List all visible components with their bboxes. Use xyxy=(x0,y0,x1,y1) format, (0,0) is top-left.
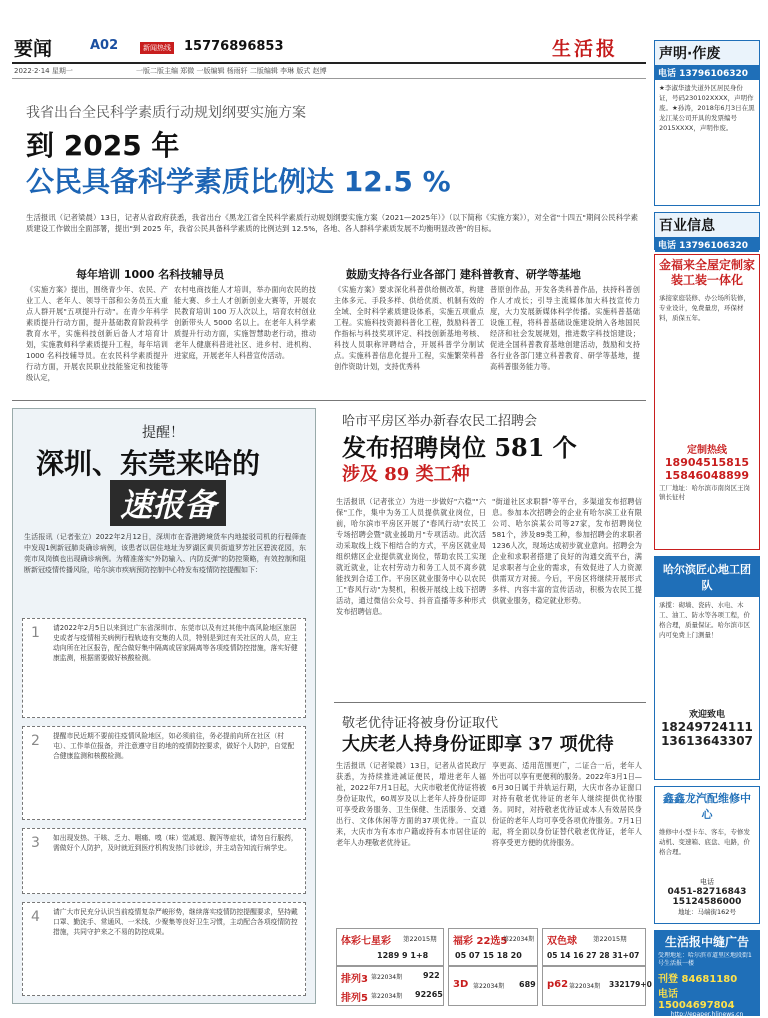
lottery-name: p62 xyxy=(547,979,569,990)
renovation-team-text: 承揽：砌墙、瓷砖、水电、木工、油工、防水等各项工程，价格合理，质量保证。哈尔滨市区内可免费上门测量！ xyxy=(659,601,750,639)
notice-item xyxy=(22,726,306,820)
classified-phone-1: 84681180 xyxy=(681,974,738,985)
lead-left-col1: 《实施方案》提出，围绕青少年、农民、产业工人、老年人、领导干部和公务员五大重点人群开展"五项提升行动"。在青少年科学素质提升行动方面，提升基础教育阶段科学教育水平，实施科技创新后备人才培育计划，实施教师科学素质提升工程，每年培训 1000 名科技辅导员。在农民科学素质提升行动方面，开展农民职业技能鉴定和技能等级认定， xyxy=(26,285,168,382)
home-decor-hotline-label: 定制热线 xyxy=(687,445,727,456)
lead-headline-1: 到 2025 年 xyxy=(26,129,180,162)
lottery-name: 排列5 xyxy=(341,993,368,1004)
notice-kicker: 提醒！ xyxy=(142,425,184,441)
newspaper-logo: 生活报 xyxy=(552,38,619,60)
lottery-numbers: 332179+0 xyxy=(609,980,652,989)
notice-item xyxy=(22,618,306,718)
auto-repair-phone-label: 电话 xyxy=(700,878,714,886)
lead-intro: 生活报讯（记者梁晨）13日，记者从省政府获悉，我省出台《黑龙江省全民科学素质行动规划纲要实施方案（2021—2025年）》（以下简称《实施方案》），对全省"十四五"期间公民科学素质建设工作做出全面部署，提出"到 2025 年，我省公民具备科学素质的比例达到 12.5%，各地、各人群科学素质发展不均衡明显改善"的目标。 xyxy=(26,213,638,233)
header-divider xyxy=(12,62,646,64)
renovation-phone-2: 13613643307 xyxy=(661,734,753,748)
job-subheadline: 涉及 89 类工种 xyxy=(342,464,470,485)
business-info-block xyxy=(654,212,760,250)
lottery-numbers: 05 07 15 18 20 xyxy=(455,951,522,960)
lottery-numbers: 922 xyxy=(423,971,440,980)
issue-date: 2022·2·14 星期一 xyxy=(14,67,73,75)
lottery-box xyxy=(448,966,538,1006)
lottery-numbers: 1289 9 1+8 xyxy=(377,951,429,960)
section-title: 要闻 xyxy=(14,38,53,60)
notice-item-text: 提醒市民近期不要前往疫情风险地区，如必须前往，务必提前向所在社区（村屯）、工作单位报备，并注意遵守目的地的疫情防控要求，做好个人防护，自觉配合健康监测和核酸检测。 xyxy=(53,732,295,760)
renovation-team-ad xyxy=(654,556,760,780)
notice-item xyxy=(22,828,306,894)
renovation-welcome: 欢迎致电 xyxy=(688,710,725,720)
notice-item-text: 如出现发热、干咳、乏力、咽痛、嗅（味）觉减退、腹泻等症状，请勿自行服药，需做好个人防护，及时就近到医疗机构发热门诊就诊，并主动告知流行病学史。 xyxy=(53,834,298,852)
job-kicker: 哈市平房区举办新春农民工招聘会 xyxy=(342,414,538,429)
notice-ads-text: ★李淑华遗失道外区居民身份证，号码230102XXXX，声明作废。★孙涛，2018年6月3日在黑龙江某公司开具的发票编号2015XXXX，声明作废。 xyxy=(659,84,755,132)
notice-item-text: 请广大市民充分认识当前疫情复杂严峻形势，继续落实疫情防控提醒要求，坚持戴口罩、勤洗手、常通风、一米线、少聚集等良好卫生习惯，主动配合各项疫情防控措施，共同守护来之不易的防控成果。 xyxy=(53,908,298,936)
page-code: A02 xyxy=(90,38,119,53)
lottery-box xyxy=(448,928,538,966)
lottery-issue: 第22034期 xyxy=(371,993,403,1000)
lottery-box xyxy=(336,966,444,1006)
lead-left-col2: 农村电商技能人才培训，举办面向农民的技能大赛、乡土人才创新创业大赛等，开展农民教育培训 100 万人次以上，培育农村创业创新带头人 5000 名以上。在老年人科学素质提升行动方面，实施智慧助老行动，推动老年人健康科普进社区、进乡村、进机构、进家庭，开展老年人科普宣传活动。 xyxy=(174,285,316,360)
notice-item-text: 请2022年2月5日以来到过广东省深圳市、东莞市以及有过其他中高风险地区旅居史或者与疫情相关病例行程轨迹有交集的人员，特别是到过有关社区的人员，应主动向所在社区报告，配合做好集中隔离或居家隔离等各项疫情防控措施，落实好健康监测，根据需要做好核酸检测。 xyxy=(53,624,298,662)
classified-website: http://epaper.hljnews.cn xyxy=(670,1011,744,1018)
home-decor-ad-text: 承接家庭装修、办公场所装修，专业设计，免费量房，环保材料，质保五年。 xyxy=(659,294,750,322)
job-col1: 生活报讯（记者张立）为进一步做好"六稳""六保"工作，集中为务工人员提供就业岗位，日前，哈尔滨市平房区开展了"春风行动"农民工专场招聘会暨"就业援助月"专项活动。此次活动采取线上线下相结合的方式，平房区就业局组织辖区企业提供就业岗位，帮助农民工实现就近就业，让农村劳动力和务工人员不离乡就能找到合适工作。平房区就业服务中心以农民工"春风行动"为契机，积极开展线上线下招聘活动，通过微信公众号、抖音直播等多种形式发布招聘信息。 xyxy=(336,497,486,616)
home-decor-ad xyxy=(654,254,760,550)
lottery-issue: 第22015期 xyxy=(403,935,437,943)
notice-item-number: 4 xyxy=(31,909,40,925)
notice-ads-block xyxy=(654,40,760,206)
notice-item-number: 2 xyxy=(31,733,40,749)
notice-item-number: 1 xyxy=(31,625,40,641)
home-decor-phone-2: 15846048899 xyxy=(664,469,750,482)
lottery-name: 福彩 22选5 xyxy=(453,936,508,947)
business-info-phone: 电话 13796106320 xyxy=(655,237,759,252)
lottery-issue: 第22034期 xyxy=(569,983,601,990)
classified-ad-text: 受理地址：哈尔滨市道里区地段街1号生活报一楼 xyxy=(658,952,752,967)
lottery-numbers: 05 14 16 27 28 31+07 xyxy=(547,951,640,960)
lottery-box xyxy=(542,928,646,966)
classified-ad-block xyxy=(654,930,760,1016)
auto-repair-ad xyxy=(654,786,760,924)
auto-repair-address: 地址：马端街162号 xyxy=(678,908,736,916)
cert-col1: 生活报讯（记者梁晨）13日，记者从省民政厅获悉，为持续推进减证便民，增进老年人福祉，2022年7月1日起，大庆市敬老优待证将被身份证取代，60周岁及以上老年人持身份证即可享受政务服务、卫生保健、生活服务、交通出行、文体休闲等方面的37项优待。一直以来，大庆市为有本市户籍或持有本市居住证的老年人办理敬老优待证。 xyxy=(336,761,486,847)
home-decor-phone-1: 18904515815 xyxy=(664,456,750,469)
lottery-name: 双色球 xyxy=(547,936,577,947)
cert-headline: 大庆老人持身份证即享 37 项优待 xyxy=(342,734,614,755)
lottery-name: 3D xyxy=(453,979,469,990)
lottery-name: 体彩七星彩 xyxy=(341,936,391,947)
job-headline: 发布招聘岗位 581 个 xyxy=(342,433,577,462)
article-divider xyxy=(334,702,646,703)
lottery-name: 排列3 xyxy=(341,974,368,985)
renovation-phone-1: 18249724111 xyxy=(661,720,753,734)
notice-intro: 生活报讯（记者张立）2022年2月12日，深圳市在香港跨境货车内地接驳司机的行程筛查中发现1例新冠肺炎确诊病例，该患者以居住地址为罗湖区黄贝街道罗芳社区碧波花园，东莞市凤岗镇也出现确诊病例。为精准落实"外防输入、内防反弹"的防控策略，有效控制和阻断新冠疫情传播风险，哈尔滨市疾病预防控制中心特发布疫情防控提醒如下： xyxy=(24,533,306,574)
business-info-title: 百业信息 xyxy=(655,213,759,237)
classified-phone-2: 15004697804 xyxy=(658,1000,735,1011)
renovation-team-title: 哈尔滨匠心地工团队 xyxy=(655,557,759,597)
lottery-numbers: 689 xyxy=(519,980,536,989)
lottery-issue: 第22034期 xyxy=(503,936,535,943)
hotline-number: 15776896853 xyxy=(184,39,284,54)
lead-left-subhead: 每年培训 1000 名科技辅导员 xyxy=(76,268,225,281)
lead-right-col1: 《实施方案》要求深化科普供给侧改革，构建主体多元、手段多样、供给优质、机制有效的全域、全时科学素质建设体系，实施五项重点工程。实施科技资源科普化工程，鼓励科普工作指标与科技奖项评定、科技创新基地考核、科技人员职称评聘结合，开展科普学分制试点。实施科普信息化提升工程，实施繁荣科普创作资助计划，支持优秀科 xyxy=(334,285,484,371)
auto-repair-text: 维修中小型卡车、客车，专修发动机、变速箱、底盘、电路，价格合理。 xyxy=(659,828,750,856)
lead-kicker: 我省出台全民科学素质行动规划纲要实施方案 xyxy=(26,105,306,121)
lottery-box xyxy=(542,966,652,1006)
lead-right-col2: 普原创作品，开发各类科普作品，扶持科普创作人才成长；引导主流媒体加大科技宣传力度，大力发展新媒体科学传播。实施科普基础设施工程，将科普基础设施建设纳入各地国民经济和社会发展规划，推进数字科技馆建设；促进全国科普教育基地创建活动，鼓励和支持各行业各部门建立科普教育、研学等基地，提高科普服务能力等。 xyxy=(490,285,640,371)
classified-phone-label: 电话 xyxy=(658,989,678,1000)
cert-col2: 享更高、适用范围更广，二证合一后，老年人外出可以享有更便利的服务。2022年3月1日—6月30日属于并轨运行期，大庆市各办证窗口对持有敬老优待证的老年人继续提供优待服务。同时，对持敬老优待证或本人有效居民身份证的老年人均可享受各项优待服务。7月1日起，将全面以身份证替代敬老优待证，老年人将享受更方便的优待服务。 xyxy=(492,761,642,847)
home-decor-ad-title: 金福来全屋定制家装工装一体化 xyxy=(658,258,755,287)
lottery-issue: 第22034期 xyxy=(473,983,505,990)
classified-phone-label: 刊登 xyxy=(658,974,678,985)
classifieds-sidebar xyxy=(654,34,760,1018)
lottery-issue: 第22015期 xyxy=(593,935,627,943)
header-divider-thin xyxy=(12,78,646,79)
classified-ad-title: 生活报中缝广告 xyxy=(664,935,749,949)
hotline-label: 新闻热线 xyxy=(140,42,174,54)
notice-ads-phone: 电话 13796106320 xyxy=(655,65,759,80)
notice-item xyxy=(22,902,306,996)
lead-headline-2: 公民具备科学素质比例达 12.5 % xyxy=(26,165,451,198)
section-divider xyxy=(12,400,646,401)
auto-repair-phone-1: 0451-82716843 xyxy=(667,887,747,897)
auto-repair-title: 鑫鑫龙汽配维修中心 xyxy=(663,792,751,821)
auto-repair-phone-2: 15124586000 xyxy=(672,897,742,907)
notice-stamp: 速报备 xyxy=(110,480,226,526)
home-decor-address: 工厂地址：哈尔滨市南岗区王岗镇长征村 xyxy=(659,484,750,501)
notice-item-number: 3 xyxy=(31,835,40,851)
job-col2: "街道社区求职群"等平台，多渠道发布招聘信息。参加本次招聘会的企业有哈尔滨工业有限公司、哈尔滨某公司等27家，发布招聘岗位581个，涉及89类工种，参加招聘会的求职者1236人次，现场达成初步就业意向。招聘会为企业和求职者搭建了良好的沟通交流平台，满足求职者与企业的需求，有效促进了人力资源供需双方对接。今后，平房区将继续开展形式多样、内容丰富的宣传活动，积极为农民工提供就业服务，稳定就业形势。 xyxy=(492,497,642,605)
notice-ads-title: 声明·作废 xyxy=(655,41,759,65)
lottery-issue: 第22034期 xyxy=(371,974,403,981)
cert-kicker: 敬老优待证将被身份证取代 xyxy=(342,716,499,731)
lottery-numbers: 92265 xyxy=(415,990,443,999)
lead-right-subhead: 鼓励支持各行业各部门 建科普教育、研学等基地 xyxy=(346,268,581,281)
lottery-box xyxy=(336,928,444,966)
notice-headline: 深圳、东莞来哈的 xyxy=(36,447,261,480)
editor-credits: 一版二版主编 郑微 一版编辑 杨雨轩 二版编辑 李琳 版式 赵博 xyxy=(136,67,327,75)
